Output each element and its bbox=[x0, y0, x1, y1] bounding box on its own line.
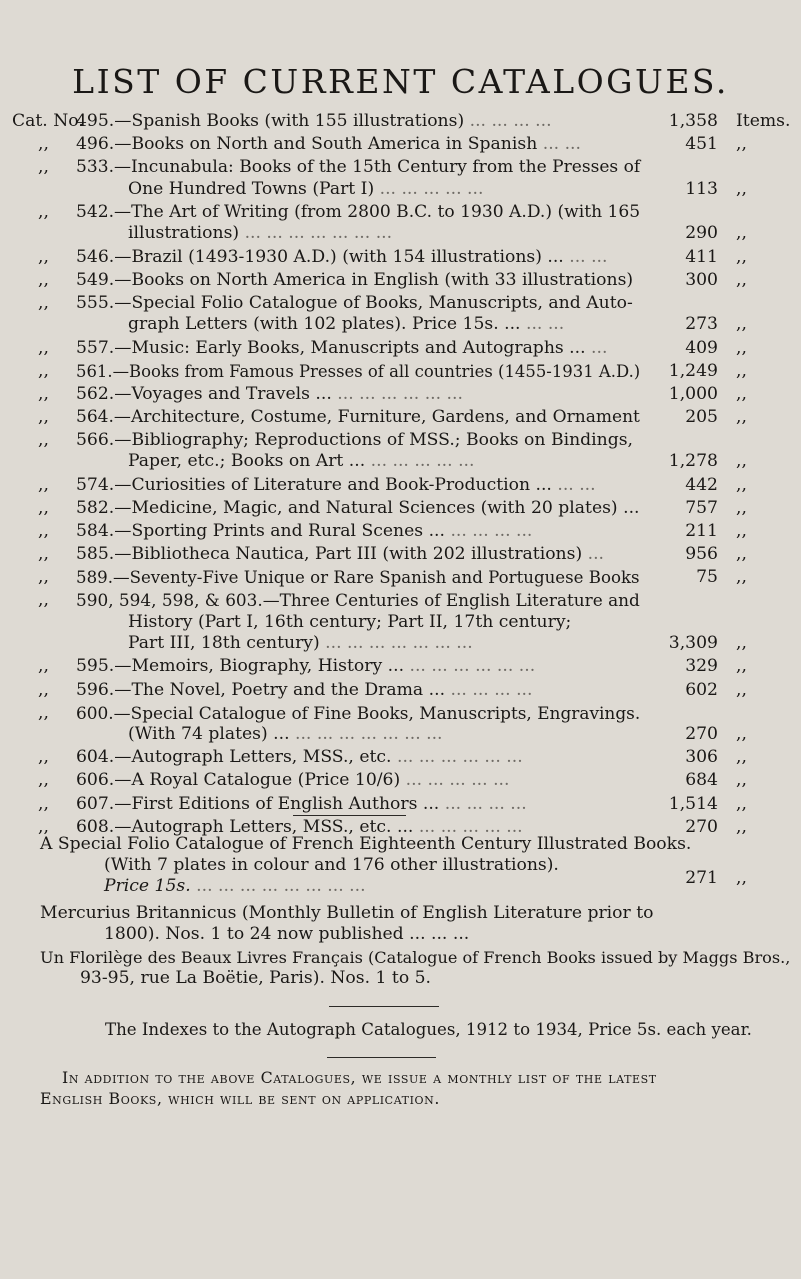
item-count: 113 bbox=[685, 178, 718, 199]
entry-text: 495.—Spanish Books (with 155 illustrations) bbox=[76, 111, 465, 131]
item-count: 205 bbox=[685, 406, 718, 427]
catalogue-entry bbox=[0, 544, 801, 566]
catalogue-entry bbox=[0, 521, 801, 543]
items-unit: ,, bbox=[736, 314, 747, 335]
entry-text: 590, 594, 598, & 603.—Three Centuries of English Literature and bbox=[76, 590, 640, 611]
items-unit: ,, bbox=[736, 178, 747, 199]
item-count: 442 bbox=[685, 474, 718, 495]
entry-line bbox=[76, 361, 640, 382]
entry-line bbox=[76, 384, 463, 405]
ditto-mark: ,, bbox=[38, 497, 49, 518]
items-unit: ,, bbox=[736, 360, 747, 381]
ditto-mark: ,, bbox=[38, 520, 49, 541]
catalogue-entry bbox=[0, 270, 801, 292]
entry-text: (With 74 plates) ... bbox=[128, 724, 290, 745]
entry-text: 549.—Books on North America in English (with 33 illustrations) bbox=[76, 269, 634, 290]
catalogue-entry bbox=[0, 338, 801, 360]
entry-text: 582.—Medicine, Magic, and Natural Sciences (with 20 plates) ... bbox=[76, 497, 640, 518]
item-count: 3,309 bbox=[668, 633, 718, 654]
catalogue-entry bbox=[0, 567, 801, 589]
item-count: 1,278 bbox=[668, 451, 718, 472]
entry-line bbox=[76, 770, 509, 791]
entry-text: 600.—Special Catalogue of Fine Books, Manuscripts, Engravings. bbox=[76, 702, 641, 723]
entry-line bbox=[76, 338, 607, 359]
entry-line bbox=[76, 430, 633, 451]
ditto-mark: ,, bbox=[38, 816, 49, 837]
entry-line bbox=[76, 270, 633, 291]
ditto-mark: ,, bbox=[38, 702, 49, 723]
items-unit: Items. bbox=[736, 111, 791, 131]
indexes-note: The Indexes to the Autograph Catalogues, 1912 to 1934, Price 5s. each year. bbox=[105, 1020, 752, 1039]
entry-line bbox=[76, 202, 640, 223]
divider-lower bbox=[327, 1057, 436, 1058]
ditto-mark: ,, bbox=[38, 429, 49, 450]
leader-dots: ... ... ... ... bbox=[464, 111, 552, 131]
leader-dots: ... bbox=[585, 337, 608, 358]
entry-line bbox=[76, 293, 633, 314]
ditto-mark: ,, bbox=[38, 337, 49, 358]
ditto-mark: ,, bbox=[38, 679, 49, 700]
leader-dots: ... ... ... ... ... ... bbox=[331, 383, 463, 404]
entry-line bbox=[76, 498, 640, 519]
item-count: 329 bbox=[685, 656, 718, 677]
leader-dots: ... ... ... ... bbox=[444, 520, 533, 541]
entry-line bbox=[128, 314, 564, 335]
ditto-mark: ,, bbox=[38, 134, 49, 155]
entry-text: Part III, 18th century) bbox=[128, 633, 320, 654]
entry-text: 546.—Brazil (1493-1930 A.D.) (with 154 illustrations) ... bbox=[76, 246, 564, 267]
entry-line bbox=[76, 567, 640, 588]
entry-text: 595.—Memoirs, Biography, History ... bbox=[76, 656, 405, 677]
leader-dots: ... ... ... ... ... ... ... bbox=[239, 223, 393, 244]
ditto-mark: ,, bbox=[38, 656, 49, 677]
cat-no-label: Cat. No. bbox=[12, 111, 84, 131]
entry-text: graph Letters (with 102 plates). Price 15s. ... bbox=[128, 314, 521, 335]
item-count: 409 bbox=[685, 337, 718, 358]
catalogue-entry bbox=[0, 475, 801, 497]
entry-line bbox=[76, 475, 596, 496]
item-count: 270 bbox=[685, 816, 718, 837]
florilege-line2: 93-95, rue La Boëtie, Paris). Nos. 1 to 5. bbox=[80, 968, 432, 988]
items-unit: ,, bbox=[736, 383, 747, 404]
catalogue-entry bbox=[0, 794, 801, 816]
entry-text: 607.—First Editions of English Authors ... bbox=[76, 793, 440, 814]
ditto-mark: ,, bbox=[38, 474, 49, 495]
leader-dots: ... ... ... ... bbox=[439, 793, 527, 814]
entry-line bbox=[76, 407, 640, 428]
catalogue-entry bbox=[0, 770, 801, 792]
leader-dots: ... ... ... ... ... bbox=[365, 451, 475, 472]
items-unit: ,, bbox=[736, 474, 747, 495]
entry-line bbox=[76, 544, 604, 565]
items-unit: ,, bbox=[736, 793, 747, 814]
catalogue-entry bbox=[0, 430, 801, 473]
entry-text: 584.—Sporting Prints and Rural Scenes ... bbox=[76, 520, 445, 541]
footer-line1: In addition to the above Catalogues, we issue a monthly list of the latest bbox=[62, 1068, 657, 1087]
entry-line bbox=[76, 747, 523, 768]
ditto-mark: ,, bbox=[38, 157, 49, 178]
items-unit: ,, bbox=[736, 134, 747, 155]
catalogue-entry bbox=[0, 407, 801, 429]
mercurius-line2: 1800). Nos. 1 to 24 now published ... ... ... bbox=[104, 924, 470, 944]
item-count: 273 bbox=[685, 314, 718, 335]
entry-line bbox=[76, 590, 640, 611]
item-count: 306 bbox=[685, 747, 718, 768]
divider-middle bbox=[329, 1006, 439, 1007]
catalogue-entry bbox=[0, 157, 801, 200]
item-count: 757 bbox=[685, 497, 718, 518]
catalogue-entry bbox=[0, 111, 801, 133]
leader-dots: ... ... ... ... ... ... bbox=[391, 747, 523, 768]
leader-dots: ... ... ... ... ... ... bbox=[404, 656, 536, 677]
entry-text: 564.—Architecture, Costume, Furniture, Gardens, and Ornament bbox=[76, 406, 640, 427]
leader-dots: ... ... bbox=[551, 474, 596, 495]
catalogue-entry bbox=[0, 247, 801, 269]
items-unit: ,, bbox=[736, 724, 747, 745]
ditto-mark: ,, bbox=[38, 567, 49, 587]
item-count: 1,000 bbox=[668, 383, 718, 404]
leader-dots: ... ... bbox=[537, 134, 581, 155]
page-title: LIST OF CURRENT CATALOGUES. bbox=[72, 62, 729, 101]
ditto-mark: ,, bbox=[38, 406, 49, 427]
leader-dots: ... ... ... ... bbox=[445, 679, 533, 700]
entry-line bbox=[128, 179, 483, 200]
entry-text: 604.—Autograph Letters, MSS., etc. bbox=[76, 747, 392, 768]
mercurius-line1: Mercurius Britannicus (Monthly Bulletin of English Literature prior to bbox=[40, 903, 654, 923]
entry-text: 606.—A Royal Catalogue (Price 10/6) bbox=[76, 770, 401, 791]
special-catalogue-line1: A Special Folio Catalogue of French Eighteenth Century Illustrated Books. bbox=[40, 834, 692, 854]
entry-line bbox=[76, 794, 527, 815]
entry-text: History (Part I, 16th century; Part II, 17th century; bbox=[128, 611, 572, 632]
items-unit: ,, bbox=[736, 406, 747, 427]
items-unit: ,, bbox=[736, 497, 747, 518]
catalogue-entry bbox=[0, 384, 801, 406]
ditto-mark: ,, bbox=[38, 292, 49, 313]
items-unit: ,, bbox=[736, 633, 747, 654]
entry-text: 555.—Special Folio Catalogue of Books, Manuscripts, and Auto- bbox=[76, 292, 633, 313]
item-count: 1,249 bbox=[668, 360, 718, 381]
entry-text: 496.—Books on North and South America in Spanish bbox=[76, 134, 538, 155]
entry-line bbox=[128, 451, 474, 472]
entry-line bbox=[76, 680, 532, 701]
leader-dots: ... ... bbox=[520, 314, 565, 335]
catalogue-entry bbox=[0, 590, 801, 655]
ditto-mark: ,, bbox=[38, 246, 49, 267]
items-unit: ,, bbox=[736, 520, 747, 541]
entry-text: 557.—Music: Early Books, Manuscripts and Autographs ... bbox=[76, 337, 586, 358]
item-count: 1,358 bbox=[668, 111, 718, 131]
ditto-mark: ,, bbox=[38, 747, 49, 768]
item-count: 300 bbox=[685, 269, 718, 290]
entry-line bbox=[76, 134, 581, 155]
special-catalogue-line3 bbox=[104, 876, 366, 897]
items-unit: ,, bbox=[736, 656, 747, 677]
special-catalogue-line2: (With 7 plates in colour and 176 other illustrations). bbox=[104, 855, 559, 875]
entry-text: 562.—Voyages and Travels ... bbox=[76, 383, 332, 404]
catalogue-entry bbox=[0, 293, 801, 336]
special-price: Price 15s. bbox=[104, 876, 191, 896]
entry-text: 542.—The Art of Writing (from 2800 B.C. to 1930 A.D.) (with 165 bbox=[76, 201, 641, 222]
special-count: 271 bbox=[685, 868, 718, 888]
items-unit: ,, bbox=[736, 747, 747, 768]
entry-line bbox=[128, 223, 392, 244]
item-count: 451 bbox=[685, 134, 718, 155]
item-count: 602 bbox=[685, 679, 718, 700]
item-count: 75 bbox=[696, 567, 718, 587]
ditto-mark: ,, bbox=[38, 269, 49, 290]
entry-text: 561.—Books from Famous Presses of all countries (1455-1931 A.D.) bbox=[76, 361, 641, 381]
ditto-mark: ,, bbox=[38, 543, 49, 564]
entry-line bbox=[76, 111, 552, 132]
entry-text: 566.—Bibliography; Reproductions of MSS.; Books on Bindings, bbox=[76, 429, 633, 450]
ditto-mark: ,, bbox=[38, 590, 49, 611]
entry-text: 608.—Autograph Letters, MSS., etc. ... bbox=[76, 816, 414, 837]
ditto-mark: ,, bbox=[38, 360, 49, 381]
entry-text: 589.—Seventy-Five Unique or Rare Spanish and Portuguese Books bbox=[76, 568, 640, 587]
catalogue-entry bbox=[0, 361, 801, 383]
leader-dots: ... bbox=[582, 543, 605, 564]
entry-text: 596.—The Novel, Poetry and the Drama ... bbox=[76, 679, 446, 700]
item-count: 290 bbox=[685, 223, 718, 244]
items-unit: ,, bbox=[736, 816, 747, 837]
item-count: 411 bbox=[685, 246, 718, 267]
item-count: 270 bbox=[685, 724, 718, 745]
entry-line bbox=[76, 656, 535, 677]
special-unit: ,, bbox=[736, 868, 747, 888]
items-unit: ,, bbox=[736, 337, 747, 358]
entry-line bbox=[128, 612, 571, 633]
leader-dots: ... ... ... ... ... bbox=[413, 816, 523, 837]
catalogue-entry bbox=[0, 202, 801, 245]
items-unit: ,, bbox=[736, 543, 747, 564]
item-count: 956 bbox=[685, 543, 718, 564]
item-count: 684 bbox=[685, 770, 718, 791]
ditto-mark: ,, bbox=[38, 770, 49, 791]
items-unit: ,, bbox=[736, 770, 747, 791]
entry-text: Paper, etc.; Books on Art ... bbox=[128, 451, 366, 472]
divider-upper bbox=[293, 815, 406, 816]
entry-line bbox=[76, 157, 640, 178]
catalogue-entry bbox=[0, 703, 801, 746]
leader-dots: ... ... ... ... ... bbox=[374, 178, 484, 199]
entry-text: 574.—Curiosities of Literature and Book-Production ... bbox=[76, 474, 552, 495]
items-unit: ,, bbox=[736, 269, 747, 290]
item-count: 1,514 bbox=[668, 793, 718, 814]
entry-line bbox=[128, 724, 443, 745]
ditto-mark: ,, bbox=[38, 793, 49, 814]
items-unit: ,, bbox=[736, 567, 747, 587]
entry-line bbox=[76, 521, 532, 542]
entry-text: 585.—Bibliotheca Nautica, Part III (with 202 illustrations) bbox=[76, 543, 583, 564]
entry-line bbox=[128, 633, 473, 654]
entry-text: One Hundred Towns (Part I) bbox=[128, 178, 375, 199]
items-unit: ,, bbox=[736, 246, 747, 267]
leader-dots: ... ... bbox=[563, 246, 608, 267]
items-unit: ,, bbox=[736, 451, 747, 472]
entry-line bbox=[76, 247, 608, 268]
ditto-mark: ,, bbox=[38, 383, 49, 404]
catalogue-entry bbox=[0, 134, 801, 156]
catalogue-entry bbox=[0, 747, 801, 769]
special-leader-dots: ... ... ... ... ... ... ... ... bbox=[190, 876, 366, 896]
entry-text: 533.—Incunabula: Books of the 15th Century from the Presses of bbox=[76, 157, 641, 178]
items-unit: ,, bbox=[736, 223, 747, 244]
ditto-mark: ,, bbox=[38, 201, 49, 222]
catalogue-entry bbox=[0, 680, 801, 702]
entry-text: illustrations) bbox=[128, 223, 240, 244]
catalogue-entry bbox=[0, 498, 801, 520]
florilege-line1: Un Florilège des Beaux Livres Français (Catalogue of French Books issued by Maggs Bros., bbox=[40, 948, 791, 967]
leader-dots: ... ... ... ... ... ... ... bbox=[289, 724, 443, 745]
leader-dots: ... ... ... ... ... bbox=[400, 770, 510, 791]
catalogue-entry bbox=[0, 656, 801, 678]
entry-line bbox=[76, 703, 640, 724]
items-unit: ,, bbox=[736, 679, 747, 700]
item-count: 211 bbox=[685, 520, 718, 541]
footer-line2: English Books, which will be sent on application. bbox=[40, 1089, 440, 1108]
leader-dots: ... ... ... ... ... ... ... bbox=[319, 633, 473, 654]
